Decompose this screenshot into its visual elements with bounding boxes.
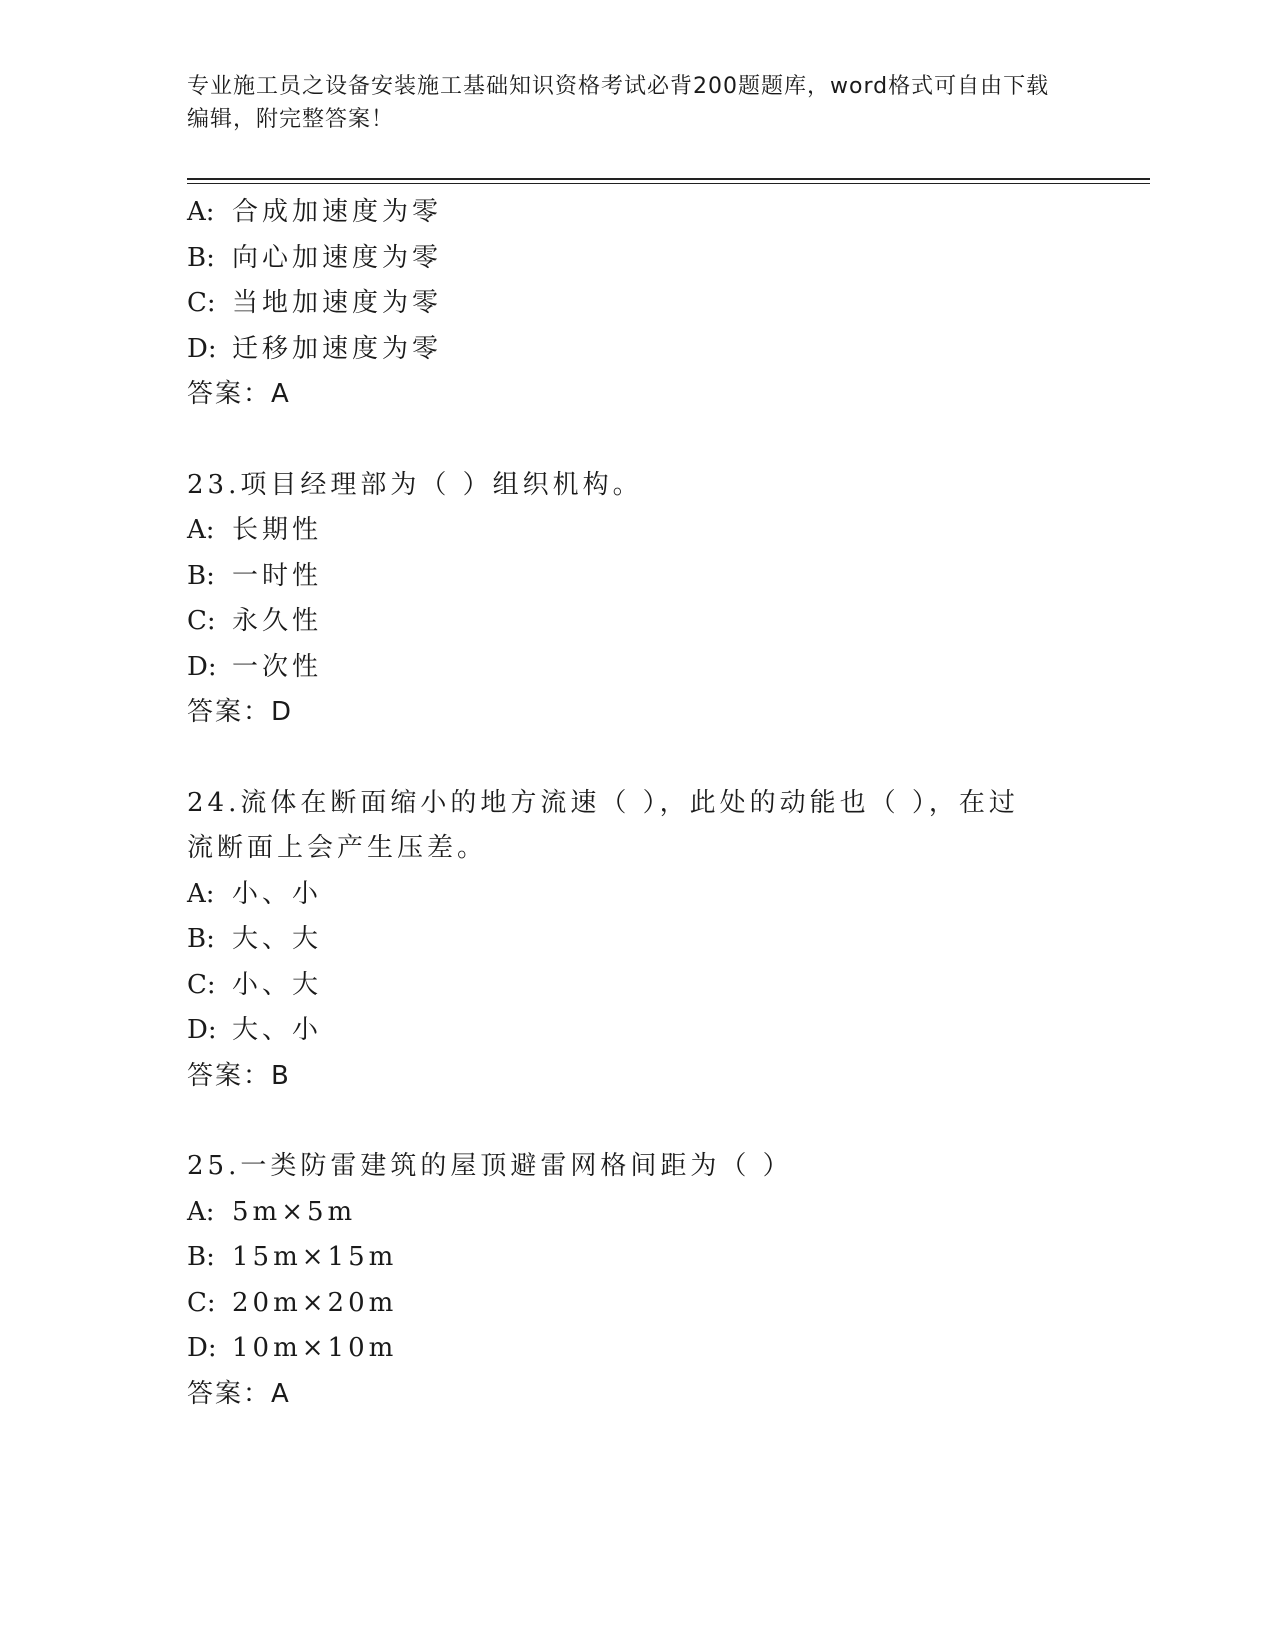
question-list	[187, 190, 1087, 1417]
question-24	[187, 781, 1087, 1100]
option-a: A: 长期性	[187, 515, 323, 545]
option-b: B: 向心加速度为零	[187, 242, 443, 273]
prev-question-block	[187, 190, 1087, 418]
question-23	[187, 463, 1087, 736]
question-stem: 25.一类防雷建筑的屋顶避雷网格间距为（ ）	[187, 1151, 793, 1181]
question-stem: 24.流体在断面缩小的地方流速（ ），此处的动能也（ ），在过流断面上会产生压差。	[187, 787, 1019, 863]
option-b: B: 一时性	[187, 560, 323, 591]
option-d: D: 10m×10m	[187, 1333, 398, 1363]
header-rule-thick	[187, 178, 1150, 180]
option-a: A: 5m×5m	[187, 1196, 357, 1227]
answer: 答案：A	[187, 379, 291, 409]
option-c: C: 小、大	[187, 969, 323, 1000]
option-d: D: 一次性	[187, 651, 323, 682]
option-b: B: 15m×15m	[187, 1242, 398, 1272]
option-a: A: 合成加速度为零	[187, 197, 443, 227]
document-header: 专业施工员之设备安装施工基础知识资格考试必背200题题库，word格式可自由下载编辑，附完整答案！	[187, 74, 1050, 132]
option-c: C: 永久性	[187, 606, 323, 636]
answer: 答案：B	[187, 1060, 291, 1091]
option-b: B: 大、大	[187, 924, 323, 954]
answer: 答案：A	[187, 1378, 291, 1409]
option-a: A: 小、小	[187, 878, 323, 909]
option-d: D: 迁移加速度为零	[187, 333, 443, 364]
question-25	[187, 1144, 1087, 1417]
option-c: C: 当地加速度为零	[187, 288, 443, 318]
option-c: C: 20m×20m	[187, 1287, 398, 1318]
option-d: D: 大、小	[187, 1015, 323, 1045]
question-stem: 23.项目经理部为（ ）组织机构。	[187, 469, 643, 500]
header-rule-thin	[187, 183, 1150, 184]
answer: 答案：D	[187, 697, 294, 727]
